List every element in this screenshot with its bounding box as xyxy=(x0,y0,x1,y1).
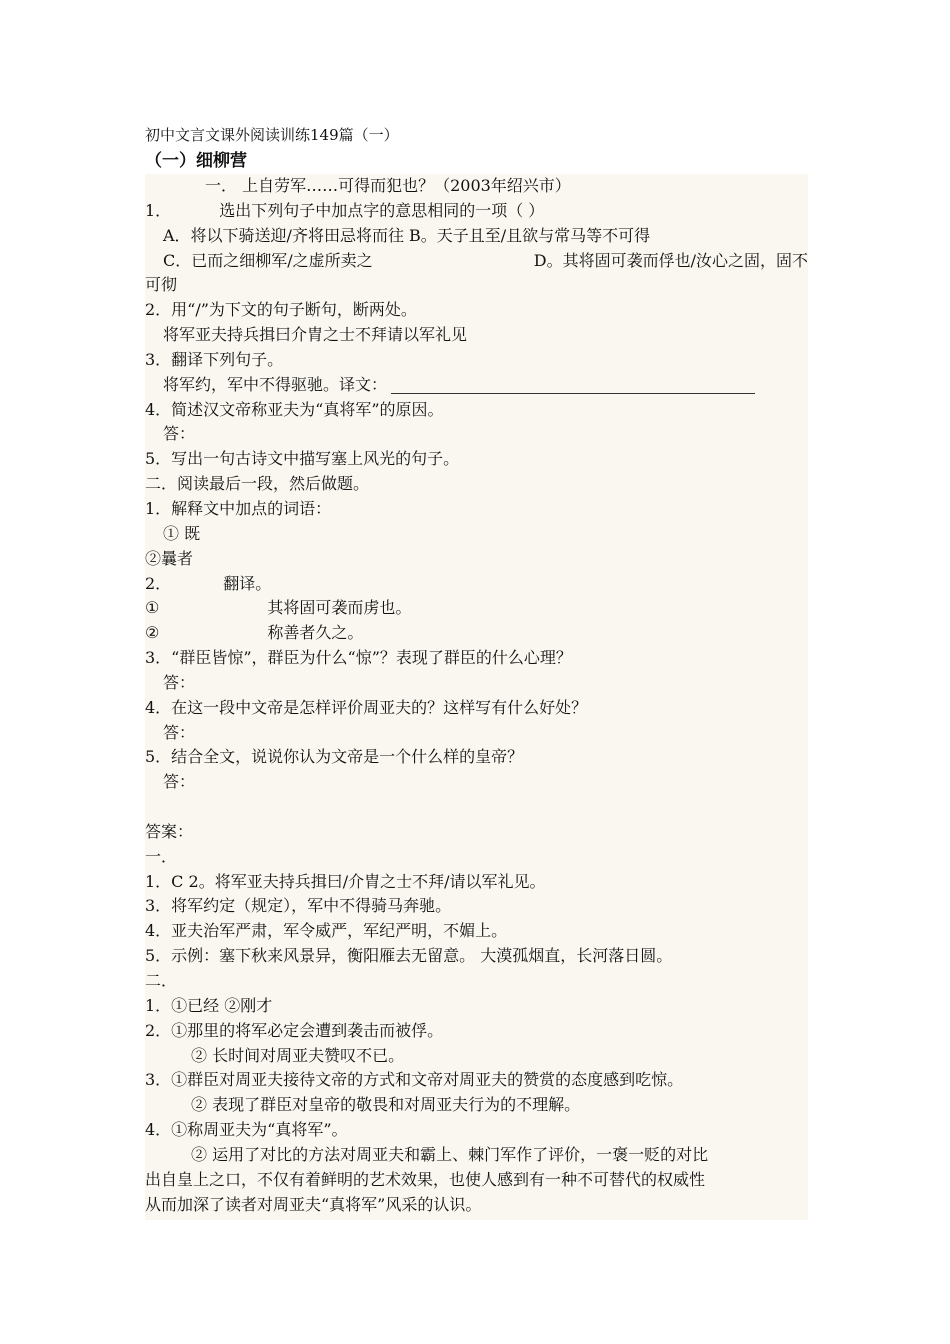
part2-question-3: 3．“群臣皆惊”，群臣为什么“惊”？表现了群臣的什么心理？ xyxy=(145,648,572,668)
part2-q1-item-a: ① 既 xyxy=(163,523,201,543)
answer-label: 答： xyxy=(163,672,196,692)
question-2-text: 将军亚夫持兵揖曰介胄之士不拜请以军礼见 xyxy=(163,325,468,345)
part1-heading: 一． 上自劳军……可得而犯也？（2003年绍兴市） xyxy=(205,176,571,195)
question-3: 3．翻译下列句子。 xyxy=(145,349,284,369)
answer-label: 答： xyxy=(163,772,196,792)
item-text: 其将固可袭而虏也。 xyxy=(267,598,412,618)
answer-line: 3．①群臣对周亚夫接待文帝的方式和文帝对周亚夫的赞赏的态度感到吃惊。 xyxy=(145,1070,684,1090)
answer-label: 答： xyxy=(163,424,196,444)
answer-label: 答： xyxy=(163,722,196,742)
question-2: 2．用“/”为下文的句子断句，断两处。 xyxy=(145,300,417,320)
answer-line: 5．示例：塞下秋来风景异，衡阳雁去无留意。 大漠孤烟直，长河落日圆。 xyxy=(145,946,673,966)
option-c: C．已而之细柳军/之虚所卖之 xyxy=(163,250,373,270)
answer-line: ② 运用了对比的方法对周亚夫和霸上、棘门军作了评价，一褒一贬的对比 xyxy=(191,1144,709,1164)
answer-line: 出自皇上之口，不仅有着鲜明的艺术效果，也使人感到有一种不可替代的权威性 xyxy=(145,1169,706,1189)
part2-q2-item-b xyxy=(145,621,808,646)
section-title: （一）细柳营 xyxy=(145,151,247,171)
part2-question-5: 5．结合全文，说说你认为文帝是一个什么样的皇帝？ xyxy=(145,747,524,767)
answers-part2-label: 二． xyxy=(145,971,178,990)
answer-line: ② 长时间对周亚夫赞叹不已。 xyxy=(191,1045,405,1065)
answer-line: ② 表现了群臣对皇帝的敬畏和对周亚夫行为的不理解。 xyxy=(191,1095,581,1115)
option-line-cd xyxy=(145,249,808,274)
part2-question-2 xyxy=(145,572,808,597)
answer-line: 3．将军约定（规定），军中不得骑马奔驰。 xyxy=(145,896,452,916)
item-number: ① xyxy=(145,598,160,618)
blank-line xyxy=(145,795,808,820)
part2-heading: 二．阅读最后一段，然后做题。 xyxy=(145,474,370,494)
question-4: 4．简述汉文帝称亚夫为“真将军”的原因。 xyxy=(145,399,444,419)
part2-question-1: 1．解释文中加点的词语： xyxy=(145,498,332,518)
part2-q2-item-a xyxy=(145,596,808,621)
question-5: 5．写出一句古诗文中描写塞上风光的句子。 xyxy=(145,449,460,469)
option-d: D。其将固可袭而俘也/汝心之固，固不 xyxy=(533,250,808,270)
answers-part1-label: 一． xyxy=(145,846,178,866)
answer-line: 1．①已经 ②刚才 xyxy=(145,995,273,1015)
option-d-continued: 可彻 xyxy=(145,275,178,295)
answer-blank[interactable] xyxy=(391,375,755,394)
answer-line: 从而加深了读者对周亚夫“真将军”风采的认识。 xyxy=(145,1194,482,1214)
answers-label: 答案： xyxy=(145,821,194,841)
answer-line: 4．①称周亚夫为“真将军”。 xyxy=(145,1120,348,1140)
item-text: 称善者久之。 xyxy=(267,623,364,643)
document-body xyxy=(145,174,808,1220)
answer-line: 1．C 2。将军亚夫持兵揖曰/介胄之士不拜/请以军礼见。 xyxy=(145,871,546,891)
question-number: 1． xyxy=(145,200,172,220)
item-number: ② xyxy=(145,623,160,643)
question-3-text xyxy=(145,373,808,398)
translate-prompt: 将军约，军中不得驱驰。译文： xyxy=(163,374,388,394)
part2-q1-item-b: ②曩者 xyxy=(145,548,194,568)
question-text: 翻译。 xyxy=(223,573,272,593)
option-line-ab: A．将以下骑送迎/齐将田忌将而往 B。天子且至/且欲与常马等不可得 xyxy=(163,225,651,245)
answer-line: 2．①那里的将军必定会遭到袭击而被俘。 xyxy=(145,1020,444,1040)
question-text: 选出下列句子中加点字的意思相同的一项（ ） xyxy=(219,200,545,220)
question-line xyxy=(145,199,808,224)
document-title: 初中文言文课外阅读训练149篇（一） xyxy=(145,126,399,144)
question-number: 2． xyxy=(145,573,172,593)
part2-question-4: 4．在这一段中文帝是怎样评价周亚夫的？这样写有什么好处？ xyxy=(145,697,588,717)
answer-line: 4．亚夫治军严肃，军令威严，军纪严明，不媚上。 xyxy=(145,921,508,941)
